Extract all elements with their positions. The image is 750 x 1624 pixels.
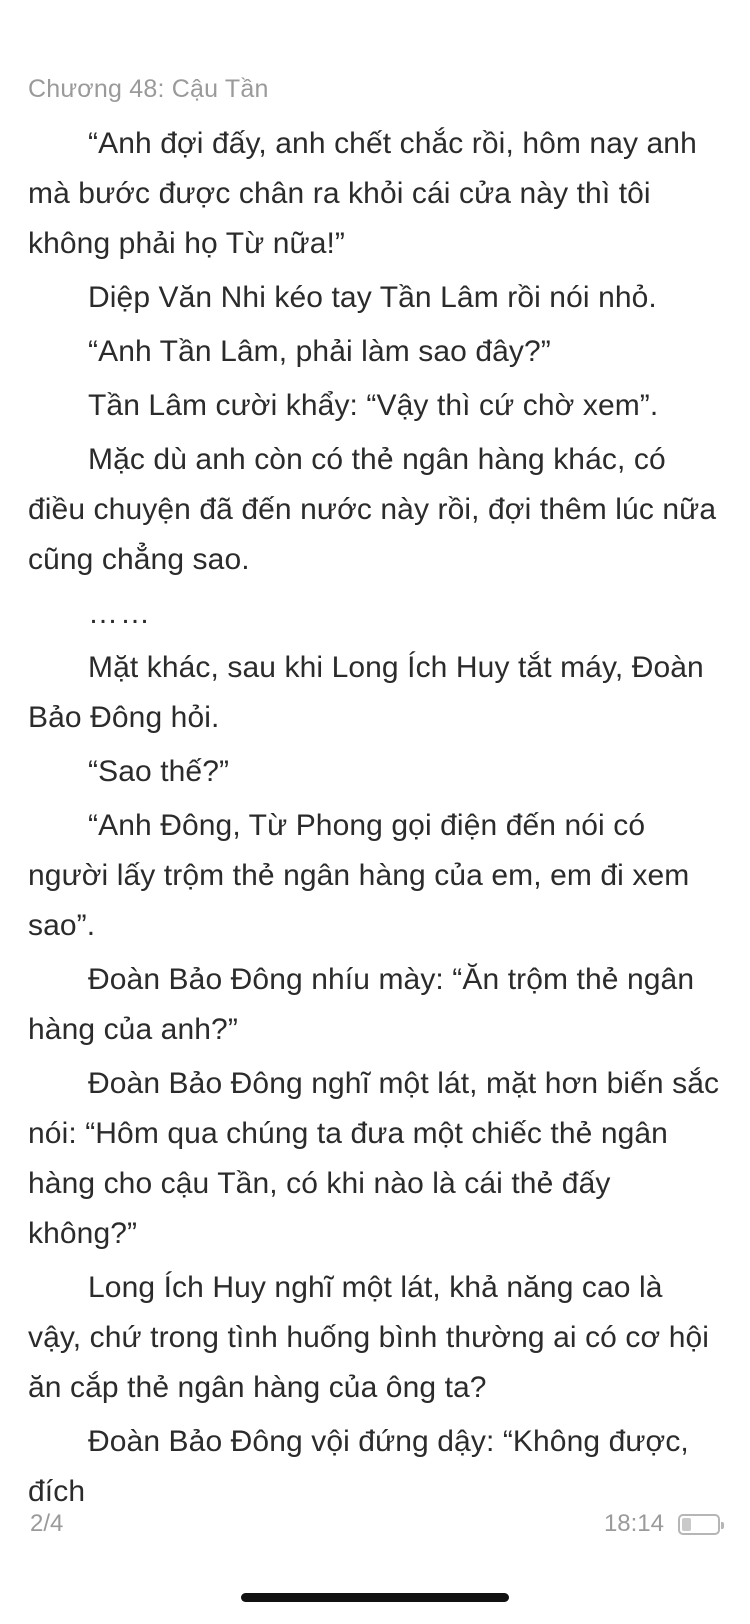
paragraph: Long Ích Huy nghĩ một lát, khả năng cao là vậy, chứ trong tình huống bình thường ai có cơ hội ăn cắp thẻ ngân hàng của ông ta? bbox=[28, 1271, 710, 1404]
battery-level bbox=[682, 1518, 691, 1531]
battery-icon bbox=[678, 1514, 720, 1535]
paragraph: Đoàn Bảo Đông vội đứng dậy: “Không được, đích bbox=[28, 1425, 689, 1508]
paragraph: Mặt khác, sau khi Long Ích Huy tắt máy, Đoàn Bảo Đông hỏi. bbox=[28, 651, 704, 734]
paragraph: Tần Lâm cười khẩy: “Vậy thì cứ chờ xem”. bbox=[88, 389, 659, 422]
paragraph: Đoàn Bảo Đông nhíu mày: “Ăn trộm thẻ ngân hàng của anh?” bbox=[28, 963, 695, 1046]
home-indicator[interactable] bbox=[241, 1593, 509, 1602]
status-right bbox=[604, 1510, 720, 1538]
paragraph: “Sao thế?” bbox=[88, 755, 230, 788]
paragraph: Đoàn Bảo Đông nghĩ một lát, mặt hơn biến sắc nói: “Hôm qua chúng ta đưa một chiếc thẻ ngân hàng cho cậu Tần, có khi nào là cái thẻ đấy không?” bbox=[28, 1067, 720, 1250]
paragraph: “Anh đợi đấy, anh chết chắc rồi, hôm nay anh mà bước được chân ra khỏi cái cửa này thì tôi không phải họ Từ nữa!” bbox=[28, 127, 697, 260]
paragraph: Diệp Văn Nhi kéo tay Tần Lâm rồi nói nhỏ. bbox=[88, 281, 657, 314]
paragraph-ellipsis: …… bbox=[88, 597, 152, 630]
paragraph: “Anh Tần Lâm, phải làm sao đây?” bbox=[88, 335, 551, 368]
chapter-content[interactable] bbox=[0, 119, 750, 1624]
reader-footer bbox=[0, 1510, 750, 1538]
chapter-title: Chương 48: Cậu Tần bbox=[28, 75, 269, 103]
paragraph: “Anh Đông, Từ Phong gọi điện đến nói có người lấy trộm thẻ ngân hàng của em, em đi xem sao”. bbox=[28, 809, 690, 942]
page-indicator: 2/4 bbox=[30, 1510, 64, 1537]
clock-label: 18:14 bbox=[603, 1510, 664, 1537]
paragraph: Mặc dù anh còn có thẻ ngân hàng khác, có điều chuyện đã đến nước này rồi, đợi thêm lúc nữa cũng chẳng sao. bbox=[28, 443, 717, 576]
